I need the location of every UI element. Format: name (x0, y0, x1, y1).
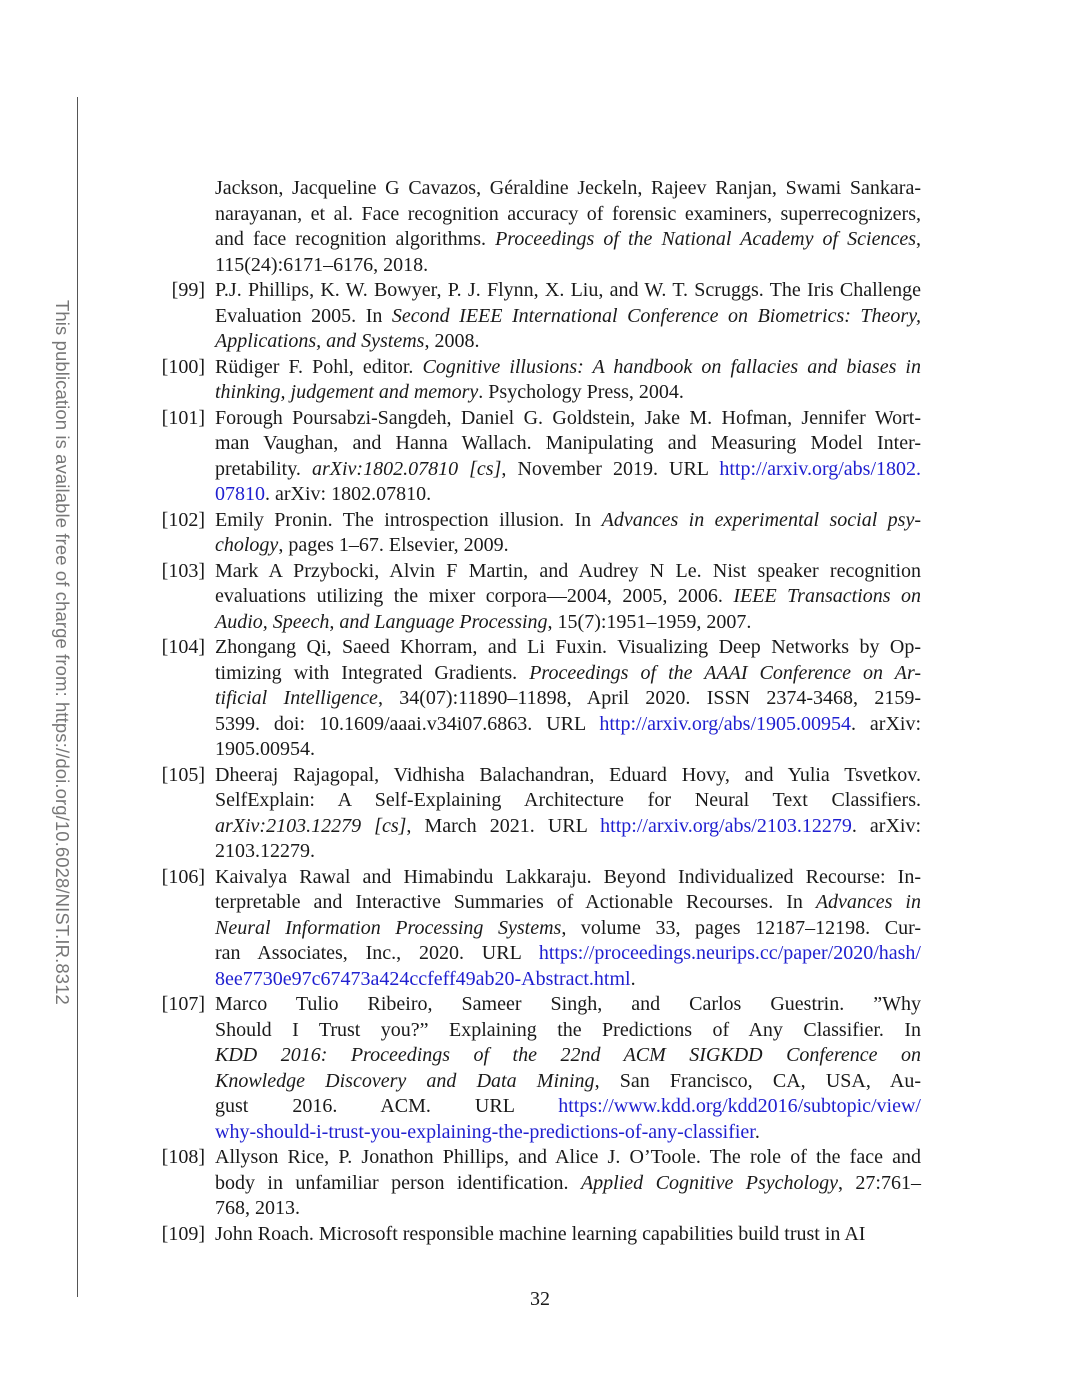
reference-venue-text: KDD 2016: Proceedings of the 22nd ACM SIGKDD Conference on (215, 1044, 921, 1066)
reference-text: body in unfamiliar person identification. (215, 1171, 581, 1194)
reference-line (215, 890, 921, 916)
reference-venue-text: Applied Cognitive Psychology (580, 1171, 838, 1194)
reference-line (215, 1043, 921, 1069)
reference-text: 2103.12279. (215, 840, 315, 862)
reference-text: Allyson Rice, P. Jonathon Phillips, and Alice J. O’Toole. The role of the face and (215, 1146, 921, 1168)
reference-number: [103] (161, 559, 205, 582)
reference-text: evaluations utilizing the mixer corpora—2004, 2005, 2006. (215, 585, 734, 607)
reference-text: , pages 1–67. Elsevier, 2009. (278, 534, 509, 556)
reference-number: [104] (161, 636, 205, 658)
reference-entry (0, 992, 1080, 1145)
reference-line (215, 686, 921, 712)
reference-venue-text: Audio, Speech, and Language Processing (215, 610, 548, 633)
reference-venue-text: tificial Intelligence (215, 687, 378, 709)
reference-line (215, 533, 921, 559)
reference-venue-text: chology (215, 534, 279, 556)
reference-text: timizing with Integrated Gradients. (215, 661, 530, 684)
reference-line (215, 559, 921, 585)
reference-line (215, 482, 921, 508)
reference-text: , 15(7):1951–1959, 2007. (547, 610, 752, 633)
reference-link[interactable]: http://arxiv.org/abs/1905.00954 (599, 712, 851, 735)
reference-line (215, 661, 921, 687)
reference-text: 5399. doi: 10.1609/aaai.v34i07.6863. URL (215, 712, 600, 735)
reference-text: , March 2021. URL (406, 814, 601, 837)
reference-line (215, 1094, 921, 1120)
reference-link[interactable]: http://arxiv.org/abs/2103.12279 (600, 814, 852, 837)
reference-number: [109] (161, 1222, 205, 1245)
page-number: 32 (530, 1288, 550, 1310)
reference-venue-text: Advances in (815, 891, 921, 913)
reference-link[interactable]: 8ee7730e97c67473a424ccfeff49ab20-Abstract.html (215, 967, 631, 990)
reference-line (215, 508, 921, 534)
reference-line (215, 1018, 921, 1044)
reference-line (215, 278, 921, 304)
reference-venue-text: arXiv:2103.12279 [cs] (215, 814, 407, 837)
reference-text: , 27:761– (838, 1171, 921, 1194)
reference-text: and face recognition algorithms. (215, 228, 496, 250)
reference-line (215, 1145, 921, 1171)
reference-text: Marco Tulio Ribeiro, Sameer Singh, and Carlos Guestrin. ”Why (215, 993, 921, 1015)
reference-text: , volume 33, pages 12187–12198. Cur- (561, 916, 921, 939)
reference-number: [101] (161, 406, 205, 429)
reference-line (215, 1222, 921, 1248)
reference-entry (0, 355, 1080, 406)
reference-line (215, 431, 921, 457)
reference-text: , 34(07):11890–11898, April 2020. ISSN 2374-3468, 2159- (377, 687, 921, 709)
reference-text: Forough Poursabzi-Sangdeh, Daniel G. Goldstein, Jake M. Hofman, Jennifer Wort- (215, 406, 921, 429)
reference-venue-text: thinking, judgement and memory (215, 381, 479, 403)
reference-text: , 2008. (424, 330, 480, 352)
reference-line (215, 865, 921, 891)
reference-number: [99] (171, 279, 205, 301)
reference-line (215, 380, 921, 406)
reference-line (215, 814, 921, 840)
reference-venue-text: Applications, and Systems (215, 330, 425, 352)
reference-text: 1905.00954. (215, 738, 315, 760)
reference-text: ran Associates, Inc., 2020. URL (215, 942, 539, 964)
reference-venue-text: Second IEEE International Conference on Biometrics: Theory, (391, 304, 921, 327)
reference-number: [100] (161, 355, 205, 378)
reference-text: . (630, 967, 636, 990)
reference-line (215, 1120, 921, 1146)
reference-venue-text: Neural Information Processing Systems (215, 916, 562, 939)
reference-text: terpretable and Interactive Summaries of Actionable Recourses. In (215, 891, 816, 913)
reference-link[interactable]: https://proceedings.neurips.cc/paper/2020/hash/ (538, 942, 921, 964)
reference-text: Evaluation 2005. In (215, 304, 392, 327)
reference-number: [108] (161, 1146, 205, 1168)
reference-text: P.J. Phillips, K. W. Bowyer, P. J. Flynn, X. Liu, and W. T. Scruggs. The Iris Challenge (215, 279, 921, 301)
reference-text: John Roach. Microsoft responsible machine learning capabilities build trust in AI (215, 1222, 866, 1245)
reference-text: man Vaughan, and Hanna Wallach. Manipulating and Measuring Model Inter- (215, 432, 921, 454)
reference-entry (0, 1145, 1080, 1222)
reference-text: , November 2019. URL (501, 457, 720, 480)
reference-line (215, 253, 921, 279)
reference-line (215, 941, 921, 967)
side-availability-notice: This publication is available free of charge from: https://doi.org/10.6028/NIST.IR.8312 (52, 300, 73, 1005)
reference-text: 768, 2013. (215, 1197, 300, 1219)
reference-line (215, 1069, 921, 1095)
reference-text: . (754, 1120, 760, 1143)
reference-entry (0, 865, 1080, 993)
reference-line (215, 763, 921, 789)
reference-line (215, 1171, 921, 1197)
reference-text: Dheeraj Rajagopal, Vidhisha Balachandran, Eduard Hovy, and Yulia Tsvetkov. (215, 763, 921, 786)
reference-number: [102] (161, 508, 205, 531)
reference-line (215, 916, 921, 942)
reference-text: SelfExplain: A Self-Explaining Architecture for Neural Text Classifiers. (215, 789, 921, 811)
reference-text: Jackson, Jacqueline G Cavazos, Géraldine Jeckeln, Rajeev Ranjan, Swami Sankara- (215, 177, 921, 199)
reference-line (215, 457, 921, 483)
reference-number: [106] (161, 865, 205, 888)
reference-venue-text: Cognitive illusions: A handbook on fallacies and biases in (422, 355, 921, 378)
reference-list (0, 176, 1080, 1247)
reference-line (215, 176, 921, 202)
reference-line (215, 635, 921, 661)
reference-line (215, 737, 921, 763)
reference-text: Should I Trust you?” Explaining the Predictions of Any Classifier. In (215, 1018, 921, 1041)
reference-text: . arXiv: (851, 814, 921, 837)
reference-venue-text: IEEE Transactions on (733, 585, 921, 607)
reference-line (215, 329, 921, 355)
reference-text: Kaivalya Rawal and Himabindu Lakkaraju. Beyond Individualized Recourse: In- (215, 865, 921, 888)
reference-line (215, 227, 921, 253)
reference-text: Mark A Przybocki, Alvin F Martin, and Audrey N Le. Nist speaker recognition (215, 559, 921, 582)
reference-venue-text: Knowledge Discovery and Data Mining (215, 1069, 595, 1092)
reference-text: 115(24):6171–6176, 2018. (215, 253, 429, 276)
reference-venue-text: Proceedings of the AAAI Conference on Ar- (529, 661, 921, 684)
reference-line (215, 304, 921, 330)
reference-text: pretability. (215, 457, 312, 480)
reference-line (215, 992, 921, 1018)
reference-venue-text: arXiv:1802.07810 [cs] (311, 457, 502, 480)
reference-entry (0, 763, 1080, 865)
reference-text: , San Francisco, CA, USA, Au- (594, 1069, 922, 1092)
reference-entry (0, 176, 1080, 278)
reference-line (215, 610, 921, 636)
reference-entry (0, 635, 1080, 763)
reference-line (215, 1196, 921, 1222)
reference-number: [107] (161, 993, 205, 1015)
reference-text: , (916, 228, 921, 250)
reference-text: . Psychology Press, 2004. (478, 381, 684, 403)
reference-text: Zhongang Qi, Saeed Khorram, and Li Fuxin. Visualizing Deep Networks by Op- (215, 636, 921, 658)
reference-link[interactable]: http://arxiv.org/abs/1802. (719, 457, 922, 480)
reference-line (215, 584, 921, 610)
reference-line (215, 788, 921, 814)
reference-entry (0, 559, 1080, 636)
reference-line (215, 839, 921, 865)
reference-text: . arXiv: 1802.07810. (265, 483, 432, 505)
reference-line (215, 712, 921, 738)
reference-text: gust 2016. ACM. URL (215, 1095, 559, 1117)
reference-text: . arXiv: (851, 712, 922, 735)
reference-line (215, 355, 921, 381)
reference-link[interactable]: why-should-i-trust-you-explaining-the-predictions-of-any-classifier (215, 1120, 755, 1143)
reference-text: Rüdiger F. Pohl, editor. (215, 355, 423, 378)
reference-link[interactable]: 07810 (215, 483, 265, 505)
reference-venue-text: Proceedings of the National Academy of Sciences (495, 228, 916, 250)
reference-number: [105] (161, 763, 205, 786)
reference-text: Emily Pronin. The introspection illusion. In (215, 508, 602, 531)
reference-entry (0, 278, 1080, 355)
reference-entry (0, 1222, 1080, 1248)
reference-venue-text: Advances in experimental social psy- (601, 508, 921, 531)
reference-line (215, 202, 921, 228)
reference-text: narayanan, et al. Face recognition accuracy of forensic examiners, superrecognizers, (215, 202, 921, 225)
reference-entry (0, 406, 1080, 508)
reference-line (215, 406, 921, 432)
reference-link[interactable]: https://www.kdd.org/kdd2016/subtopic/view/ (558, 1095, 921, 1117)
reference-entry (0, 508, 1080, 559)
reference-line (215, 967, 921, 993)
